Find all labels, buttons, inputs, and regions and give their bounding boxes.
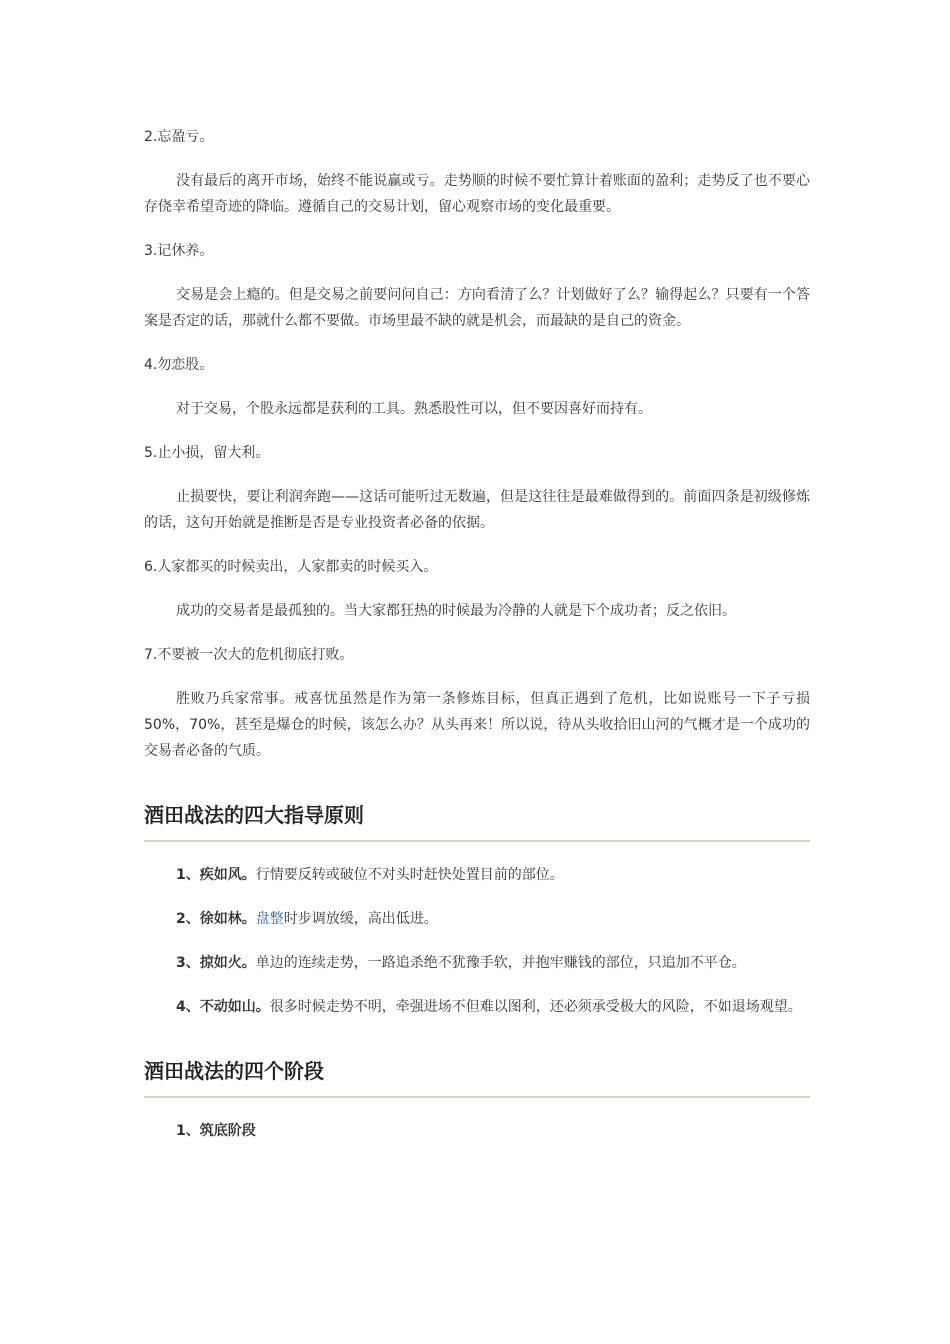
principle-3-label: 3、掠如火。	[176, 955, 256, 971]
principle-3-text: 单边的连续走势，一路追杀绝不犹豫手软，并抱牢赚钱的部位，只追加不平仓。	[255, 955, 746, 971]
principle-2-label: 2、徐如林。	[176, 911, 256, 927]
section-heading-principles: 酒田战法的四大指导原则	[144, 800, 810, 842]
rule-title-7: 7.不要被一次大的危机彻底打败。	[144, 647, 354, 663]
principle-3	[144, 950, 810, 976]
principle-1-text: 行情要反转或破位不对头时赶快处置目前的部位。	[255, 867, 564, 883]
principle-4-label: 4、不动如山。	[176, 999, 270, 1015]
principle-1-label: 1、疾如风。	[176, 867, 256, 883]
rule-title-3: 3.记休养。	[144, 243, 214, 259]
rule-body-3: 交易是会上瘾的。但是交易之前要问问自己：方向看清了么？计划做好了么？输得起么？只要有一个答案是否定的话，那就什么都不要做。市场里最不缺的就是机会，而最缺的是自己的资金。	[144, 287, 810, 329]
rule-body-2: 没有最后的离开市场，始终不能说赢或亏。走势顺的时候不要忙算计着账面的盈利；走势反了也不要心存侥幸希望奇迹的降临。遵循自己的交易计划，留心观察市场的变化最重要。	[144, 173, 810, 215]
rule-body-4: 对于交易，个股永远都是获利的工具。熟悉股性可以，但不要因喜好而持有。	[176, 401, 652, 417]
consolidation-link[interactable]: 盘整	[255, 911, 284, 927]
principle-4	[144, 994, 810, 1020]
article-content	[144, 124, 810, 1144]
rule-title-6: 6.人家都买的时候卖出，人家都卖的时候买入。	[144, 559, 438, 575]
principle-4-text: 很多时候走势不明，牵强进场不但难以图利，还必须承受极大的风险，不如退场观望。	[269, 999, 802, 1015]
principle-1	[144, 862, 810, 888]
rule-title-2: 2.忘盈亏。	[144, 129, 214, 145]
rule-body-6: 成功的交易者是最孤独的。当大家都狂热的时候最为冷静的人就是下个成功者；反之依旧。	[176, 603, 736, 619]
section-heading-stages: 酒田战法的四个阶段	[144, 1056, 810, 1098]
rule-body-7: 胜败乃兵家常事。戒喜忧虽然是作为第一条修炼目标，但真正遇到了危机，比如说账号一下子亏损50%，70%，甚至是爆仓的时候，该怎么办？从头再来！所以说，待从头收拾旧山河的气概才是一个成功的交易者必备的气质。	[144, 691, 810, 759]
principle-2	[144, 906, 810, 932]
stage-1-label: 1、筑底阶段	[176, 1123, 256, 1139]
principle-2-text: 时步调放缓，高出低进。	[283, 911, 438, 927]
rule-body-5: 止损要快，要让利润奔跑——这话可能听过无数遍，但是这往往是最难做得到的。前面四条是初级修炼的话，这句开始就是推断是否是专业投资者必备的依据。	[144, 489, 810, 531]
rule-title-5: 5.止小损，留大利。	[144, 445, 270, 461]
rule-title-4: 4.勿恋股。	[144, 357, 214, 373]
stage-1	[144, 1118, 810, 1144]
